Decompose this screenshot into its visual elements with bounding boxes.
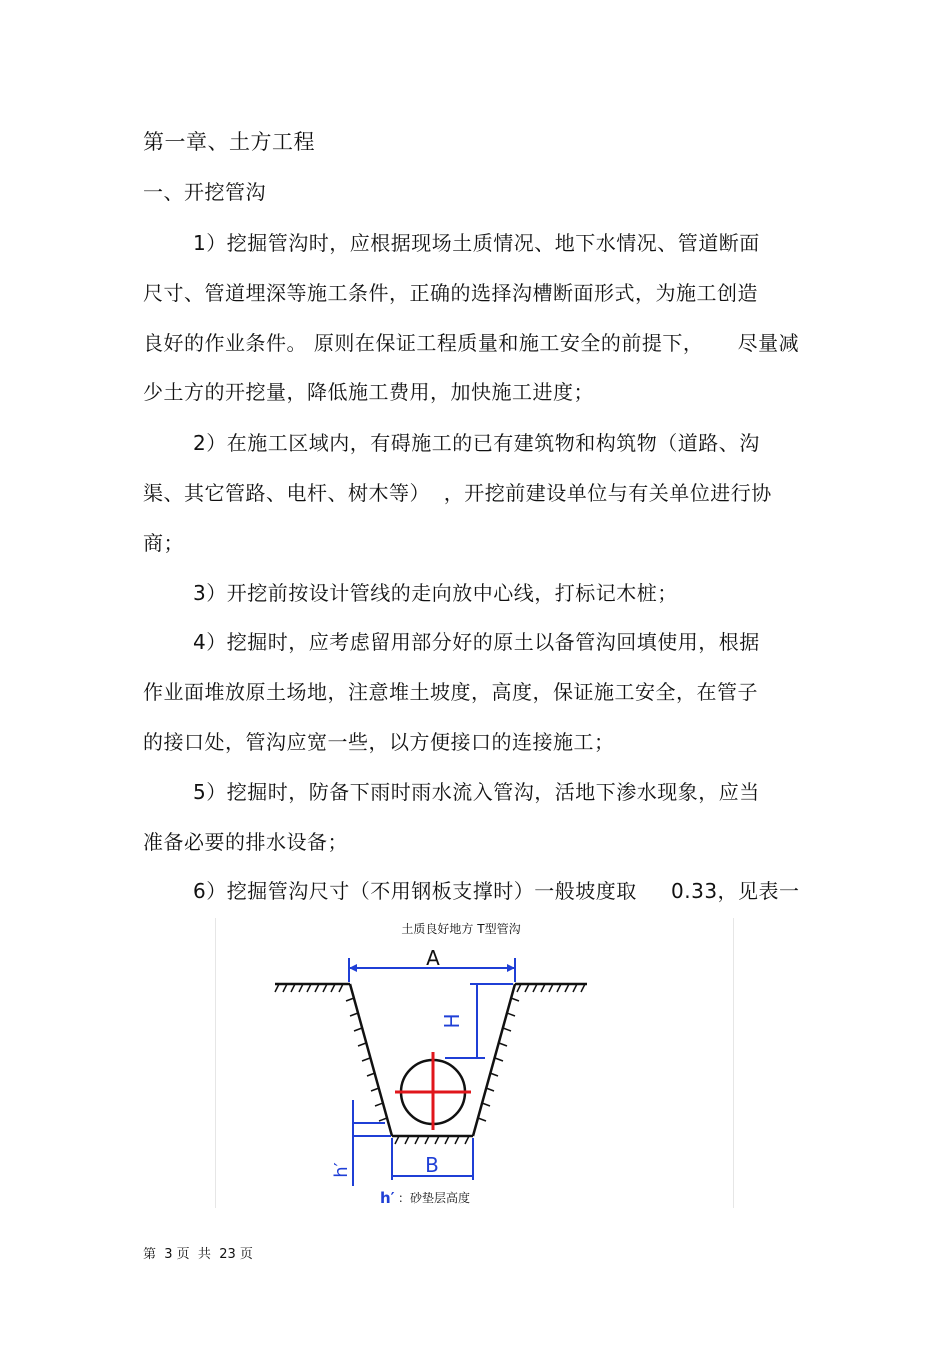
paragraph-4-line-2: 作业面堆放原土场地，注意堆土坡度，高度，保证施工安全，在管子 (143, 680, 758, 704)
trench-diagram (215, 918, 733, 1208)
paragraph-1-line-2: 尺寸、管道埋深等施工条件，正确的选择沟槽断面形式，为施工创造 (143, 281, 758, 305)
paragraph-2-line-3: 商； (143, 531, 184, 555)
ground-surface-right (515, 984, 587, 992)
paragraph-1-line-4: 少土方的开挖量，降低施工费用，加快施工进度； (143, 380, 594, 404)
paragraph-4-line-3: 的接口处，管沟应宽一些，以方便接口的连接施工； (143, 730, 615, 754)
label-h: H (440, 1013, 464, 1029)
paragraph-2-line-2: 渠、其它管路、电杆、树木等） ，开挖前建设单位与有关单位进行协 (143, 481, 772, 505)
paragraph-5-line-2: 准备必要的排水设备； (143, 830, 348, 854)
legend-text: ：砂垫层高度 (398, 1191, 471, 1205)
paragraph-2-line-1: 2）在施工区域内，有碍施工的已有建筑物和构筑物（道路、沟 (193, 431, 760, 455)
paragraph-1-line-1: 1）挖掘管沟时，应根据现场土质情况、地下水情况、管道断面 (193, 231, 760, 255)
paragraph-3-line-1: 3）开挖前按设计管线的走向放中心线，打标记木桩； (193, 581, 678, 605)
paragraph-6-line-1: 6）挖掘管沟尺寸（不用钢板支撑时）一般坡度取 0.33，见表一 (193, 879, 800, 903)
pipe-circle (395, 1052, 471, 1130)
paragraph-1-line-3: 良好的作业条件。 原则在保证工程质量和施工安全的前提下， 尽量减 (143, 331, 800, 355)
chapter-title: 第一章、土方工程 (143, 130, 315, 154)
section-title: 一、开挖管沟 (143, 180, 266, 204)
figure-caption: 土质良好地方 T型管沟 (401, 922, 521, 936)
legend-symbol: h′ (380, 1189, 395, 1207)
label-a: A (426, 946, 440, 970)
ground-surface-left (275, 984, 350, 992)
label-b: B (425, 1153, 439, 1177)
label-h-prime: h′ (331, 1162, 352, 1178)
figure-frame-right (733, 918, 734, 1208)
paragraph-5-line-1: 5）挖掘时，防备下雨时雨水流入管沟，活地下渗水现象，应当 (193, 780, 760, 804)
page-footer: 第 3 页 共 23 页 (143, 1247, 253, 1262)
paragraph-4-line-1: 4）挖掘时，应考虑留用部分好的原土以备管沟回填使用，根据 (193, 630, 760, 654)
